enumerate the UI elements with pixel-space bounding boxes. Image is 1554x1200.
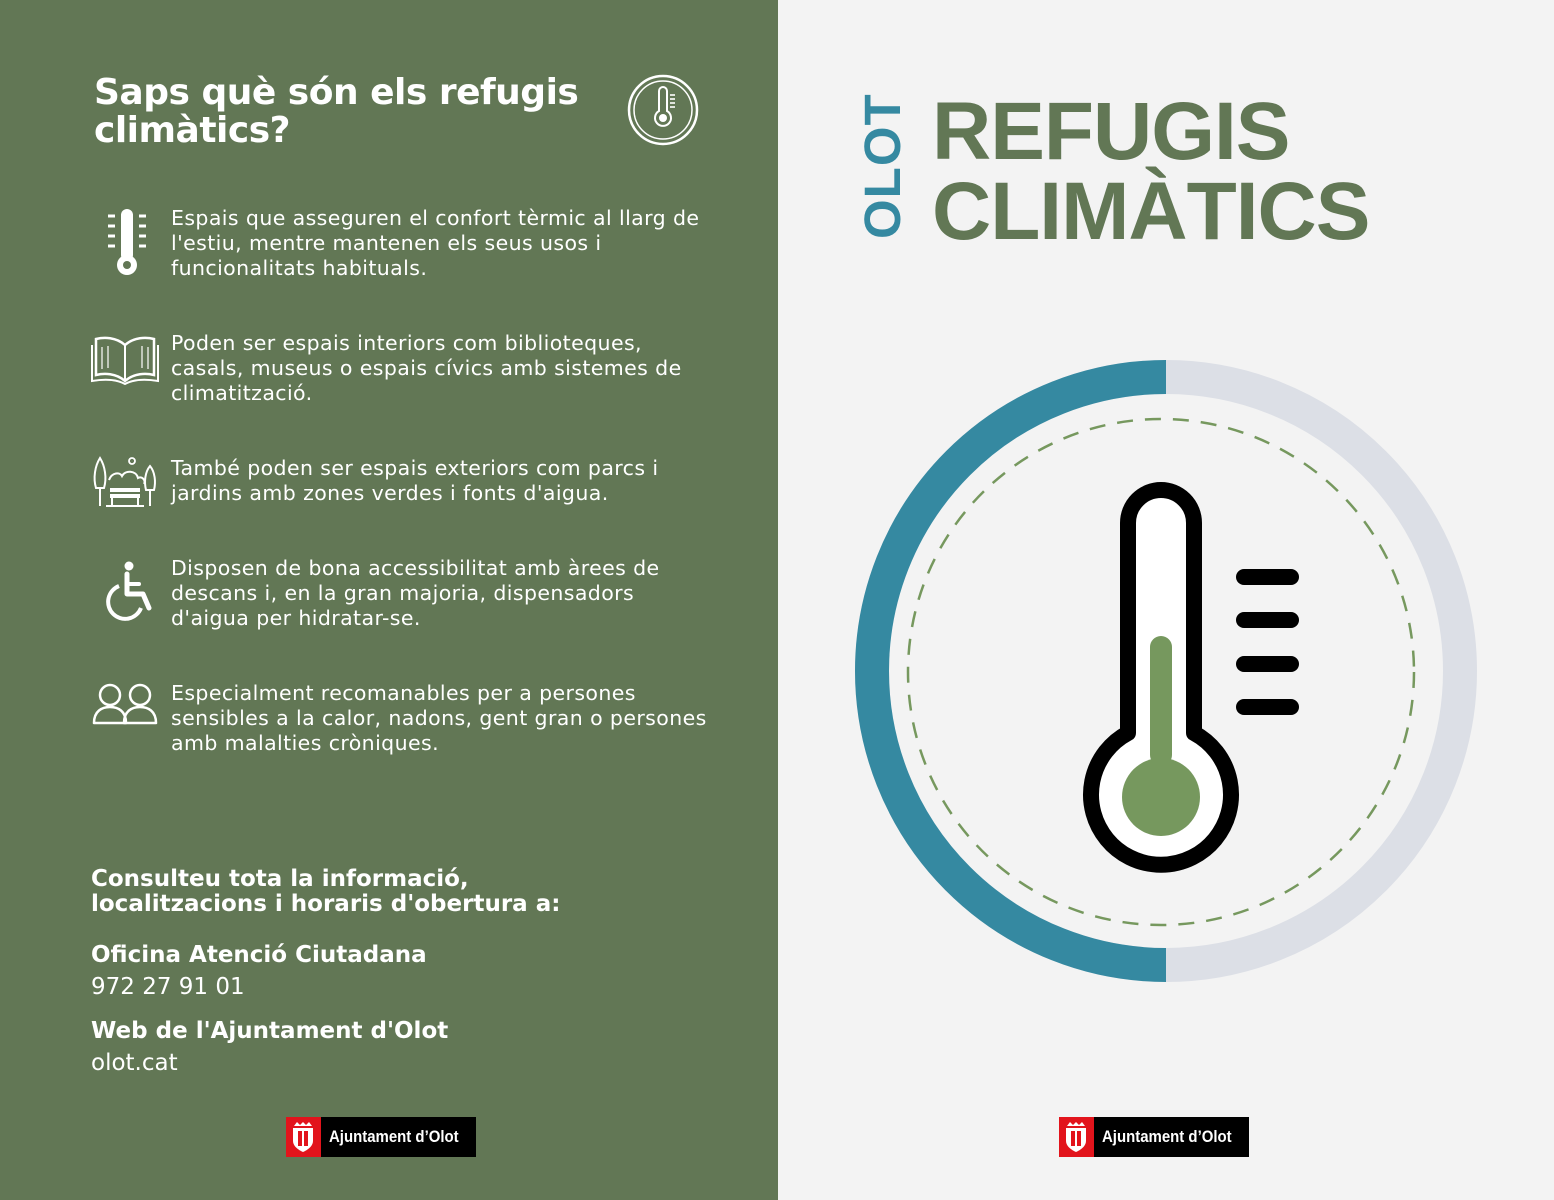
feature-text: Poden ser espais interiors com biblioteques, casals, museus o espais cívics amb sistemes de climatització.	[171, 331, 682, 405]
feature-item	[90, 681, 730, 761]
coat-of-arms-icon	[1063, 1121, 1089, 1153]
title-line-1: REFUGIS	[932, 86, 1290, 177]
large-thermometer-icon	[1091, 490, 1299, 865]
svg-text:OLOT: OLOT	[854, 93, 911, 239]
feature-text: Espais que asseguren el confort tèrmic al llarg de l'estiu, mentre mantenen els seus usos i funcionalitats habituals.	[171, 206, 700, 280]
office-phone[interactable]: 972 27 91 01	[91, 974, 245, 1000]
section-title: Saps què són els refugis climàtics?	[94, 72, 579, 151]
thermometer-badge-icon	[626, 73, 700, 147]
brand-title	[932, 86, 1370, 257]
feature-item	[90, 556, 730, 636]
open-book-icon	[90, 331, 160, 385]
feature-item	[90, 456, 730, 536]
title-line-2: CLIMÀTICS	[932, 166, 1370, 257]
feature-text: Especialment recomanables per a persones sensibles a la calor, nadons, gent gran o persones amb malalties cròniques.	[171, 681, 707, 755]
ajuntament-logo	[286, 1117, 476, 1157]
park-bench-icon	[92, 456, 158, 510]
contact-heading: Consulteu tota la informació, localitzacions i horaris d'obertura a:	[91, 866, 561, 917]
web-label: Web de l'Ajuntament d'Olot	[91, 1018, 449, 1044]
ajuntament-logo	[1059, 1117, 1249, 1157]
office-label: Oficina Atenció Ciutadana	[91, 942, 427, 968]
feature-text: Disposen de bona accessibilitat amb àrees de descans i, en la gran majoria, dispensadors d'aigua per hidratar-se.	[171, 556, 660, 630]
web-link[interactable]: olot.cat	[91, 1050, 178, 1076]
logo-text: Ajuntament d’Olot	[328, 1127, 459, 1146]
feature-text: També poden ser espais exteriors com parcs i jardins amb zones verdes i fonts d'aigua.	[171, 456, 659, 505]
feature-item	[90, 206, 730, 286]
thermometer-icon	[90, 206, 160, 278]
people-icon	[90, 681, 160, 729]
wheelchair-icon	[95, 556, 155, 622]
logo-text: Ajuntament d’Olot	[1101, 1127, 1232, 1146]
vertical-olot-text	[846, 89, 922, 241]
feature-item	[90, 331, 730, 411]
thermometer-gauge	[846, 350, 1488, 992]
coat-of-arms-icon	[290, 1121, 316, 1153]
